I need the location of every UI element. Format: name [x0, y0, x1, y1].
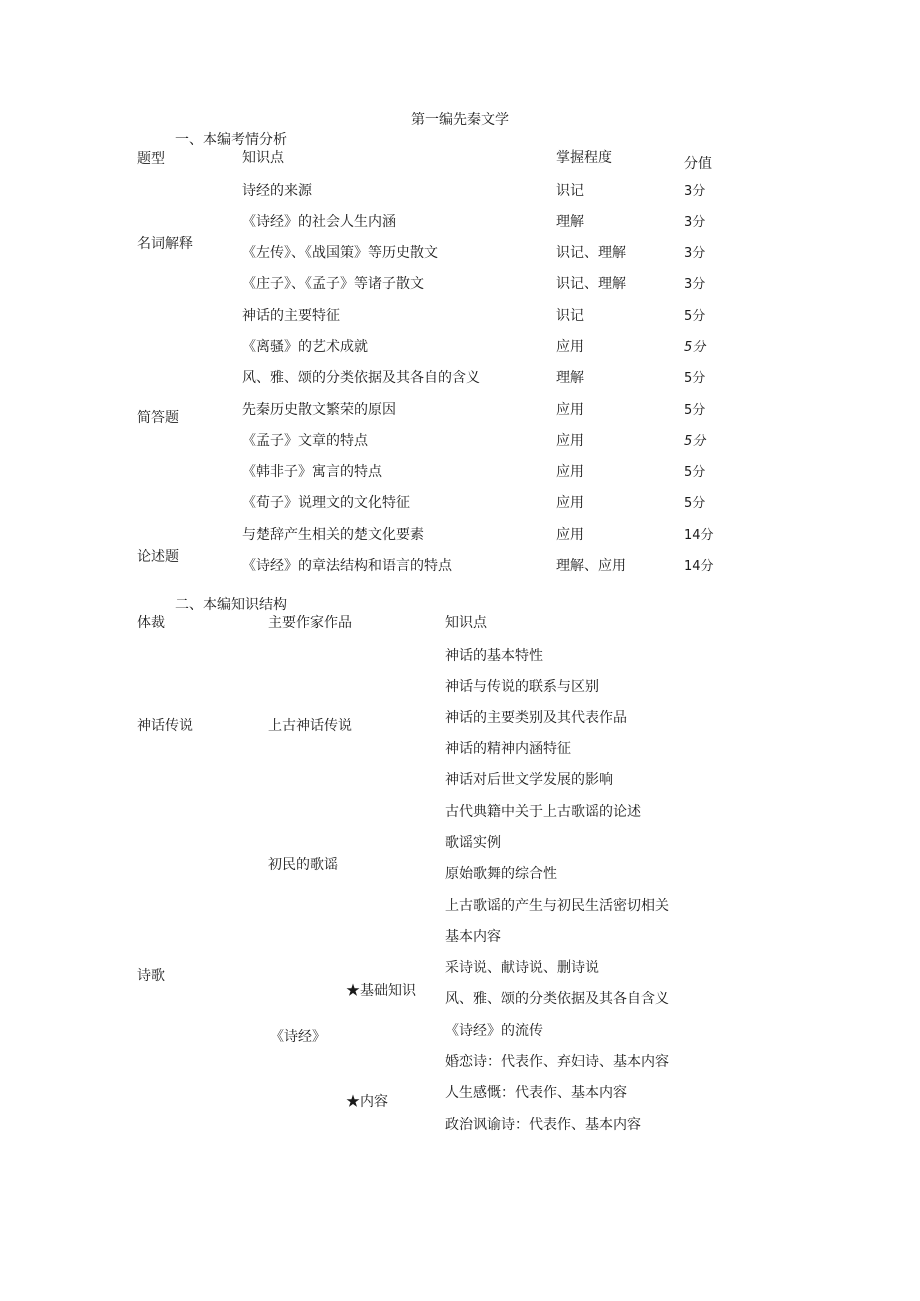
row-score: 3分 — [684, 184, 706, 199]
row-level: 理解、应用 — [556, 558, 626, 574]
row-level: 理解 — [556, 214, 584, 230]
knowledge-point: 神话的精神内涵特征 — [445, 741, 571, 757]
row-score: 3分 — [684, 215, 706, 230]
row-level: 理解 — [556, 370, 584, 386]
row-point: 先秦历史散文繁荣的原因 — [242, 402, 396, 418]
genre-poetry: 诗歌 — [137, 968, 165, 984]
header-points: 知识点 — [445, 615, 487, 631]
row-level: 识记、理解 — [556, 245, 626, 261]
row-level: 应用 — [556, 527, 584, 543]
header-level: 掌握程度 — [556, 150, 612, 166]
header-score: 分值 — [684, 156, 712, 172]
header-point: 知识点 — [242, 150, 284, 166]
row-level: 应用 — [556, 495, 584, 511]
group-type-1: 名词解释 — [137, 236, 193, 252]
knowledge-point: 政治讽谕诗：代表作、基本内容 — [445, 1117, 641, 1133]
row-level: 识记、理解 — [556, 276, 626, 292]
group-type-2: 简答题 — [137, 410, 179, 426]
row-level: 应用 — [556, 464, 584, 480]
knowledge-point: 采诗说、献诗说、删诗说 — [445, 960, 599, 976]
header-genre: 体裁 — [137, 615, 165, 631]
row-point: 《孟子》文章的特点 — [242, 433, 368, 449]
row-level: 应用 — [556, 339, 584, 355]
page-title: 第一编先秦文学 — [411, 112, 509, 128]
row-level: 应用 — [556, 402, 584, 418]
row-score: 5分 — [684, 403, 706, 418]
knowledge-point: 神话的主要类别及其代表作品 — [445, 710, 627, 726]
knowledge-point: 《诗经》的流传 — [445, 1023, 543, 1039]
row-point: 《离骚》的艺术成就 — [242, 339, 368, 355]
row-point: 诗经的来源 — [242, 183, 312, 199]
work-shijing: 《诗经》 — [270, 1029, 326, 1045]
genre-myth: 神话传说 — [137, 718, 193, 734]
knowledge-point: 人生感慨：代表作、基本内容 — [445, 1085, 627, 1101]
row-point: 《左传》、《战国策》等历史散文 — [242, 245, 438, 261]
row-point: 《韩非子》寓言的特点 — [242, 464, 382, 480]
row-score: 3分 — [684, 246, 706, 261]
row-point: 风、雅、颂的分类依据及其各自的含义 — [242, 370, 480, 386]
row-score: 14分 — [684, 528, 714, 543]
row-score: 14分 — [684, 559, 714, 574]
row-level: 应用 — [556, 433, 584, 449]
knowledge-point: 风、雅、颂的分类依据及其各自含义 — [445, 991, 669, 1007]
knowledge-point: 原始歌舞的综合性 — [445, 866, 557, 882]
row-score: 3分 — [684, 277, 706, 292]
knowledge-point: 神话的基本特性 — [445, 648, 543, 664]
row-score: 5分 — [684, 371, 706, 386]
knowledge-point: 神话与传说的联系与区别 — [445, 679, 599, 695]
row-score: 5分 — [684, 309, 706, 324]
group-type-3: 论述题 — [137, 549, 179, 565]
section2-heading: 二、本编知识结构 — [175, 597, 287, 613]
row-level: 识记 — [556, 308, 584, 324]
section1-heading: 一、本编考情分析 — [175, 132, 287, 148]
knowledge-point: 婚恋诗：代表作、弃妇诗、基本内容 — [445, 1054, 669, 1070]
work-folk-songs: 初民的歌谣 — [268, 857, 338, 873]
row-score: 5分 — [684, 496, 706, 511]
sub-basic-knowledge: ★基础知识 — [346, 983, 416, 999]
knowledge-point: 古代典籍中关于上古歌谣的论述 — [445, 804, 641, 820]
row-point: 《诗经》的章法结构和语言的特点 — [242, 558, 452, 574]
row-score: 5分 — [684, 465, 706, 480]
knowledge-point: 基本内容 — [445, 929, 501, 945]
header-type: 题型 — [137, 151, 165, 167]
row-score: 5分 — [684, 340, 706, 355]
row-point: 《荀子》说理文的文化特征 — [242, 495, 410, 511]
header-works: 主要作家作品 — [268, 615, 352, 631]
work-ancient-myths: 上古神话传说 — [268, 718, 352, 734]
row-level: 识记 — [556, 183, 584, 199]
row-score: 5分 — [684, 434, 706, 449]
knowledge-point: 神话对后世文学发展的影响 — [445, 772, 613, 788]
knowledge-point: 上古歌谣的产生与初民生活密切相关 — [445, 898, 669, 914]
row-point: 《庄子》、《孟子》等诸子散文 — [242, 276, 424, 292]
knowledge-point: 歌谣实例 — [445, 835, 501, 851]
row-point: 《诗经》的社会人生内涵 — [242, 214, 396, 230]
sub-content: ★内容 — [346, 1094, 388, 1110]
row-point: 神话的主要特征 — [242, 308, 340, 324]
row-point: 与楚辞产生相关的楚文化要素 — [242, 527, 424, 543]
